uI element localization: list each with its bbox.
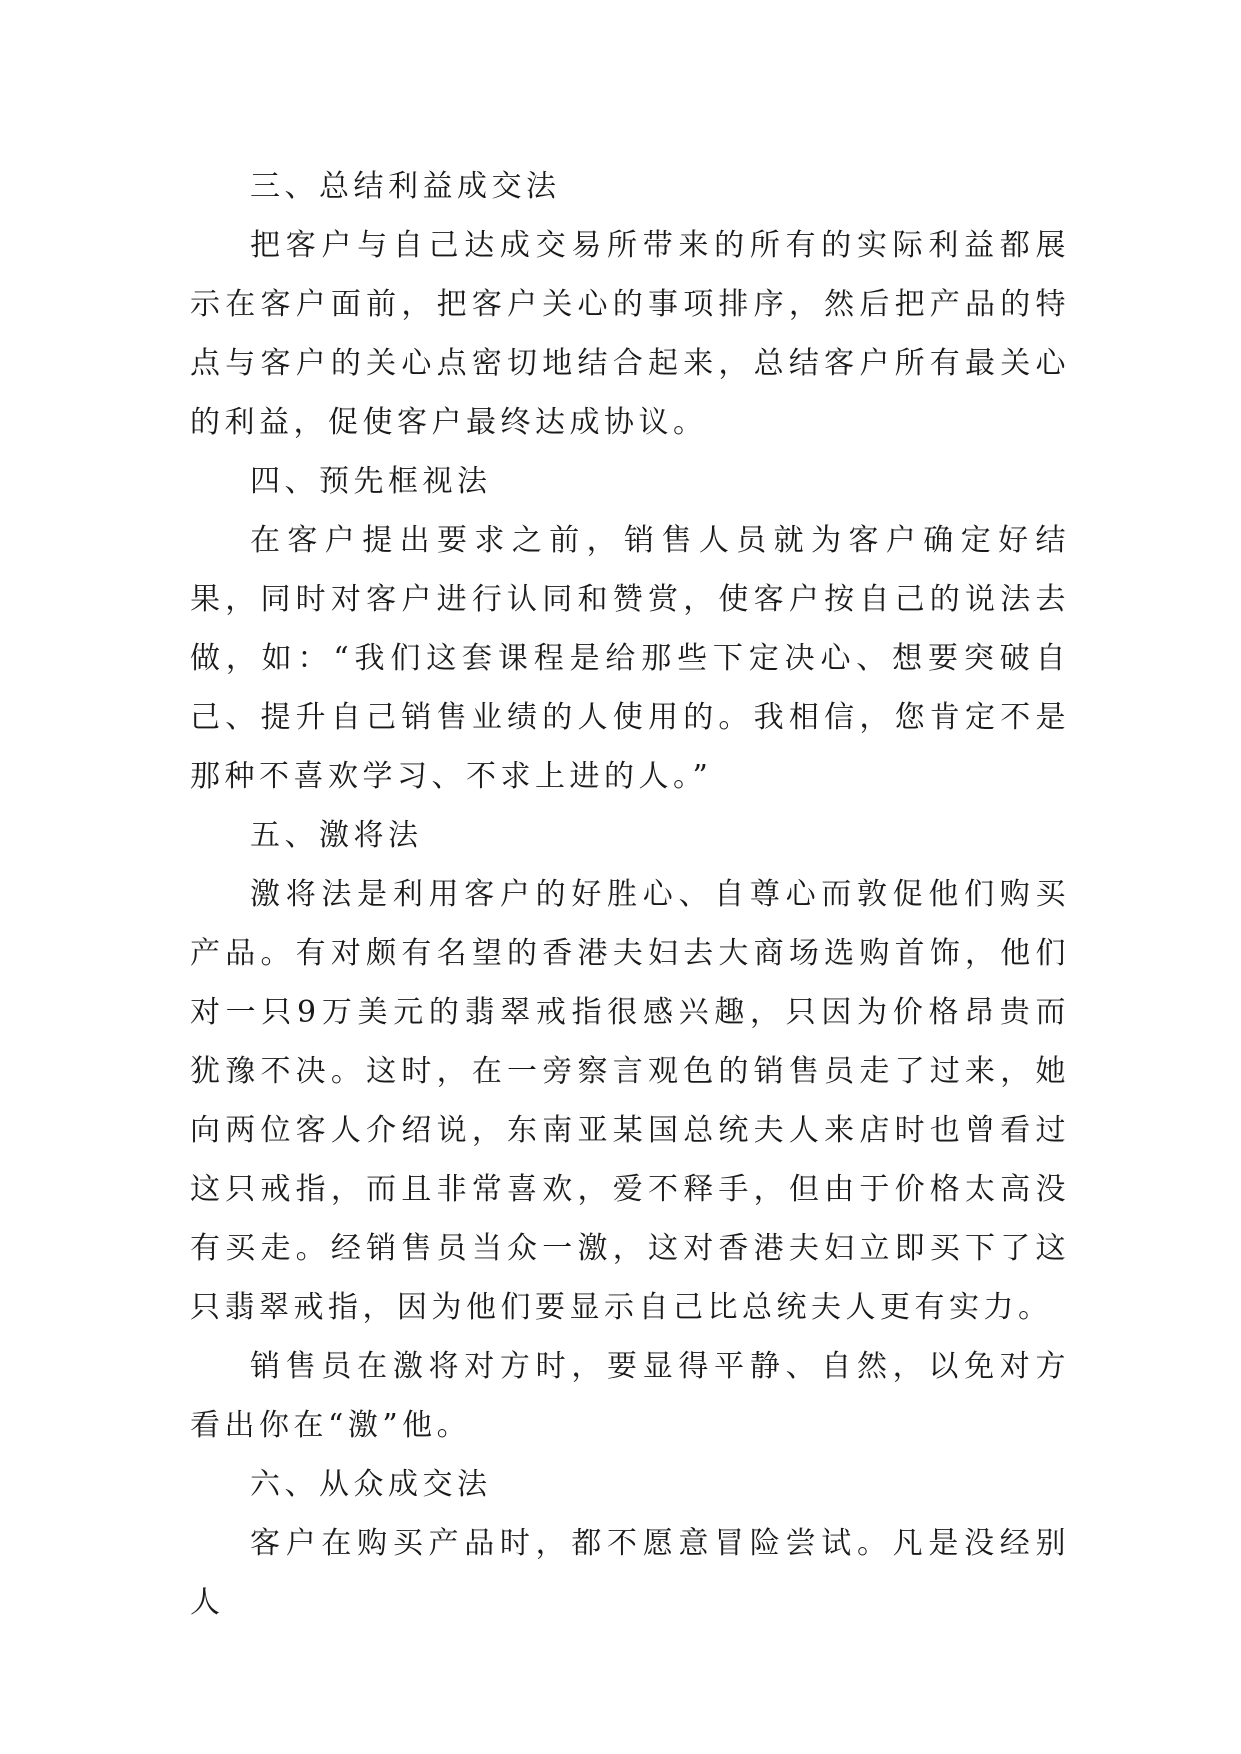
section-heading-6: 六、从众成交法 [250,1467,492,1502]
section-heading-4: 四、预先框视法 [250,464,492,499]
paragraph-6-1: 客户在购买产品时，都不愿意冒险尝试。凡是没经别人 [190,1526,1070,1620]
paragraph-5-1: 激将法是利用客户的好胜心、自尊心而敦促他们购买产品。有对颇有名望的香港夫妇去大商场选购首饰，他们对一只9万美元的翡翠戒指很感兴趣，只因为价格昂贵而犹豫不决。这时，在一旁察言观色的销售员走了过来，她向两位客人介绍说，东南亚某国总统夫人来店时也曾看过这只戒指，而且非常喜欢，爱不释手，但由于价格太高没有买走。经销售员当众一激，这对香港夫妇立即买下了这只翡翠戒指，因为他们要显示自己比总统夫人更有实力。 [190,877,1070,1325]
paragraph-5-2: 销售员在激将对方时，要显得平静、自然，以免对方看出你在“激”他。 [190,1349,1070,1443]
paragraph-4-1: 在客户提出要求之前，销售人员就为客户确定好结果，同时对客户进行认同和赞赏，使客户按自己的说法去做，如：“我们这套课程是给那些下定决心、想要突破自己、提升自己销售业绩的人使用的。我相信，您肯定不是那种不喜欢学习、不求上进的人。” [190,523,1070,794]
paragraph-3-1: 把客户与自己达成交易所带来的所有的实际利益都展示在客户面前，把客户关心的事项排序，然后把产品的特点与客户的关心点密切地结合起来，总结客户所有最关心的利益，促使客户最终达成协议。 [190,228,1070,440]
section-heading-3: 三、总结利益成交法 [250,169,561,204]
document-body [190,157,1070,1632]
section-heading-5: 五、激将法 [250,818,423,853]
